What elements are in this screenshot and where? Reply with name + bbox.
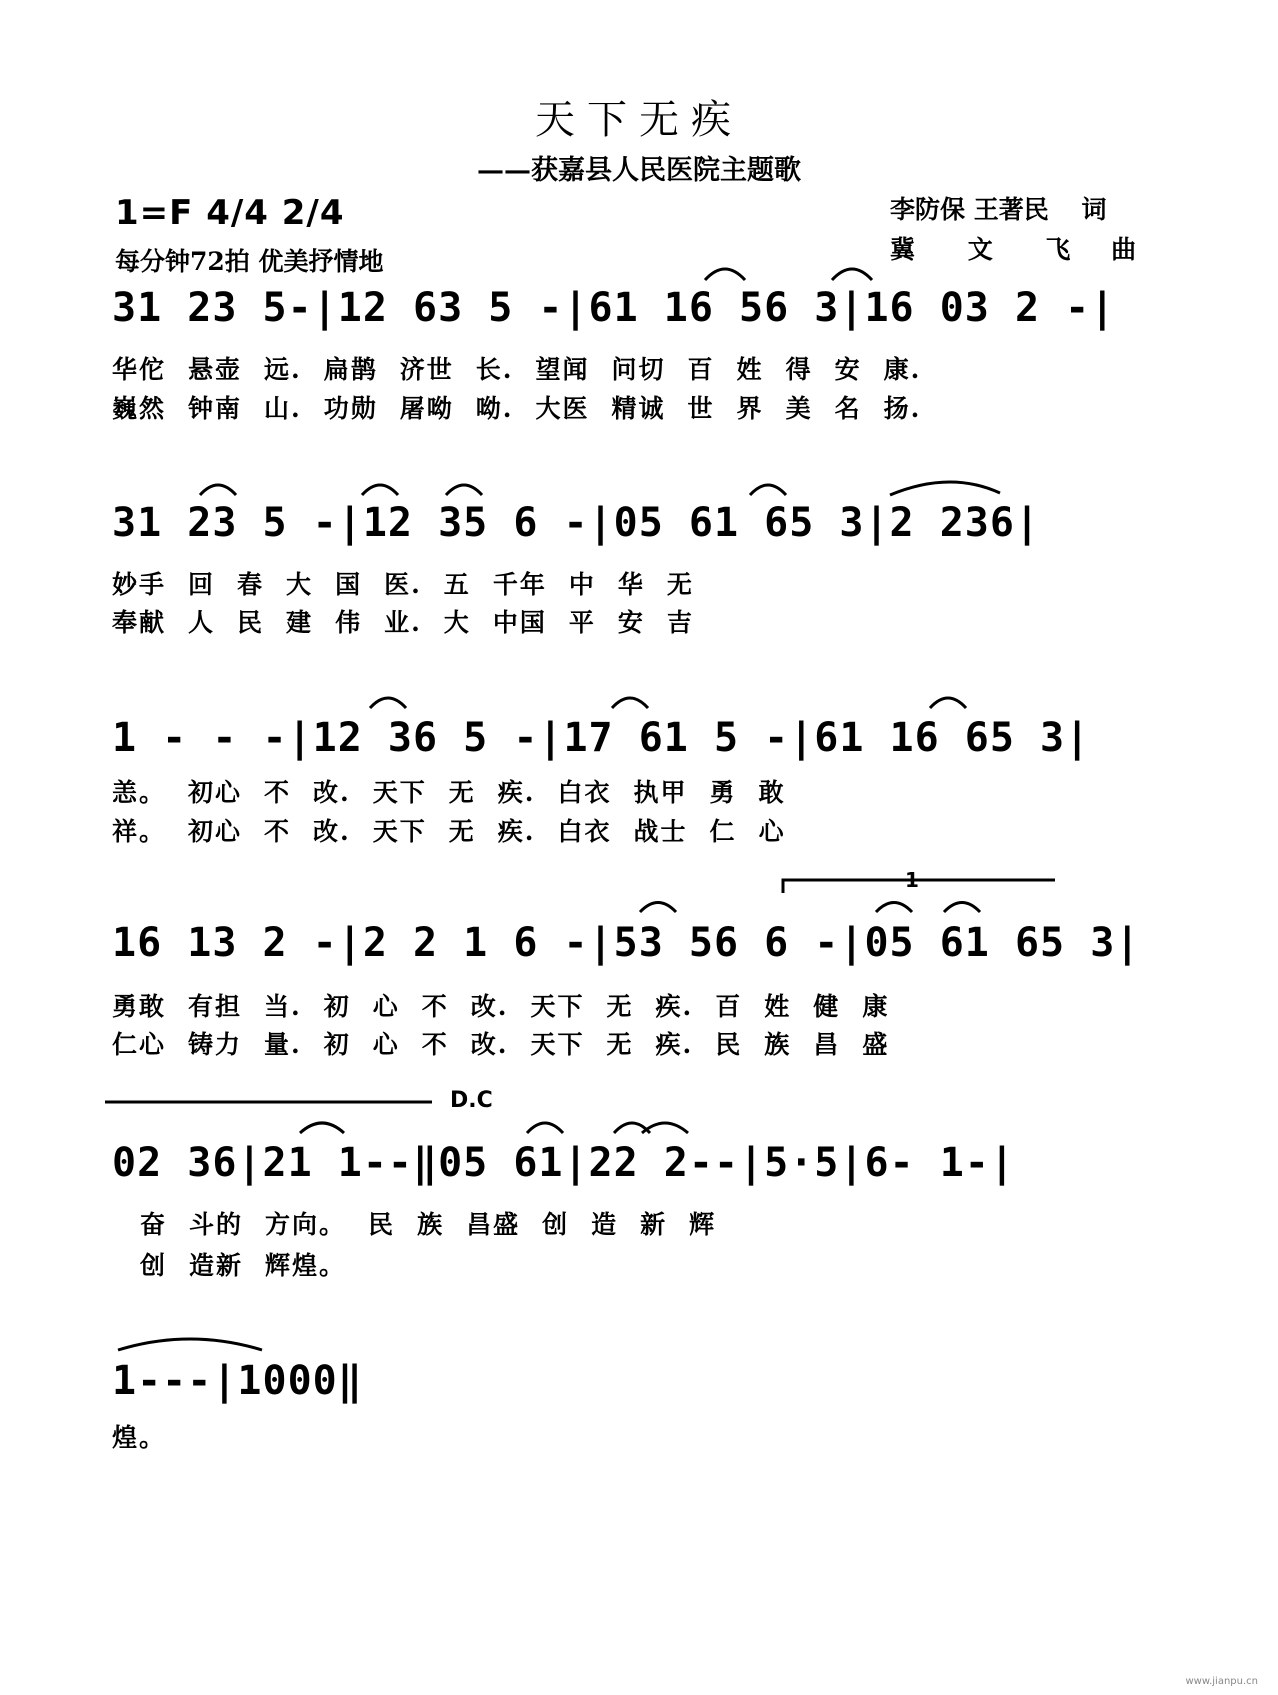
lyric-word: 康. xyxy=(883,355,922,384)
slur-3 xyxy=(200,485,236,495)
volta-bracket xyxy=(783,880,1055,893)
lyric-word: 吉 xyxy=(666,608,694,637)
lyric-word: 民 xyxy=(237,608,265,637)
notation-line-6: 1---|1000‖ xyxy=(112,1358,363,1404)
lyric-word: 大 xyxy=(286,570,314,599)
tie-long xyxy=(890,482,1000,495)
lyric-word: 长. xyxy=(475,355,514,384)
lyric-word: 无 xyxy=(606,992,634,1021)
lyric-word: 屠呦 xyxy=(399,394,454,423)
slur-5 xyxy=(446,485,482,495)
lyric-word: 族 xyxy=(417,1210,445,1239)
lyrics-line-4-verse-1 xyxy=(112,987,911,1023)
notation-line-5: 02 36|21 1--‖05 61|22 2--|5·5|6- 1-| xyxy=(112,1140,1015,1186)
lyric-word: 无 xyxy=(606,1030,634,1059)
lyrics-line-5-verse-2 xyxy=(140,1246,368,1282)
lyric-word: 无 xyxy=(666,570,694,599)
lyric-word: 奉献 xyxy=(112,608,167,637)
lyric-word: 恙。 xyxy=(112,778,167,807)
lyric-word: 百 xyxy=(687,355,715,384)
lyric-word: 昌盛 xyxy=(466,1210,521,1239)
lyric-word: 盛 xyxy=(862,1030,890,1059)
lyric-word: 量. xyxy=(264,1030,302,1059)
lyric-word: 勇 xyxy=(709,778,737,807)
song-title: 天下无疾 xyxy=(535,97,743,143)
notation-line-2: 31 23 5 -|12 35 6 -|05 61 65 3|2 236| xyxy=(112,500,1041,546)
lyric-word: 望闻 xyxy=(535,355,590,384)
lyric-word: 春 xyxy=(237,570,265,599)
lyric-word: 祥。 xyxy=(112,817,167,846)
lyric-word: 煌。 xyxy=(112,1423,167,1452)
lyric-word: 康 xyxy=(862,992,890,1021)
lyric-word: 天下 xyxy=(372,817,427,846)
lyric-word: 华 xyxy=(617,570,645,599)
lyric-word: 五 xyxy=(443,570,471,599)
lyricist-credit xyxy=(890,190,1106,226)
lyric-word: 仁 xyxy=(709,817,737,846)
lyric-word: 造 xyxy=(591,1210,619,1239)
lyrics-line-4-verse-2 xyxy=(112,1025,911,1061)
lyric-word: 创 xyxy=(140,1251,168,1280)
lyric-word: 无 xyxy=(448,817,476,846)
lyric-word: 仁心 xyxy=(112,1030,167,1059)
lyric-word: 心 xyxy=(372,992,400,1021)
composer-name: 冀 文 飞 xyxy=(890,235,1093,264)
notation-line-3: 1 - - -|12 36 5 -|17 61 5 -|61 16 65 3| xyxy=(112,715,1091,761)
lyrics-line-2-verse-2 xyxy=(112,603,716,639)
lyric-word: 当. xyxy=(264,992,302,1021)
lyric-word: 造新 xyxy=(189,1251,244,1280)
lyric-word: 扁鹊 xyxy=(323,355,378,384)
lyric-word: 华佗 xyxy=(112,355,167,384)
lyric-word: 执甲 xyxy=(633,778,688,807)
song-subtitle: ——获嘉县人民医院主题歌 xyxy=(477,155,801,186)
lyric-word: 民 xyxy=(368,1210,396,1239)
lyric-word: 扬. xyxy=(883,394,922,423)
slur-11 xyxy=(876,903,912,913)
lyric-word: 铸力 xyxy=(188,1030,243,1059)
lyrics-line-1-verse-1 xyxy=(112,350,943,386)
lyric-word: 大 xyxy=(443,608,471,637)
lyric-word: 平 xyxy=(568,608,596,637)
lyricist-role: 词 xyxy=(1081,195,1107,224)
notation-line-1: 31 23 5-|12 63 5 -|61 16 56 3|16 03 2 -| xyxy=(112,285,1116,331)
lyric-word: 国 xyxy=(335,570,363,599)
lyric-word: 名 xyxy=(834,394,862,423)
composer-role: 曲 xyxy=(1111,235,1137,264)
lyric-word: 问切 xyxy=(611,355,666,384)
lyric-word: 疾. xyxy=(497,817,536,846)
lyric-word: 疾. xyxy=(655,992,694,1021)
slur-12 xyxy=(944,903,980,913)
lyrics-line-6-verse-1 xyxy=(112,1418,188,1454)
lyric-word: 世 xyxy=(687,394,715,423)
lyric-word: 界 xyxy=(736,394,764,423)
lyric-word: 新 xyxy=(640,1210,668,1239)
lyric-word: 敢 xyxy=(758,778,786,807)
lyric-word: 初心 xyxy=(188,817,243,846)
lyric-word: 山. xyxy=(264,394,302,423)
lyrics-line-3-verse-2 xyxy=(112,812,808,848)
lyric-word: 人 xyxy=(188,608,216,637)
volta-number: 1 xyxy=(905,868,919,892)
lyric-word: 得 xyxy=(785,355,813,384)
lyric-word: 改. xyxy=(470,1030,509,1059)
lyric-word: 大医 xyxy=(535,394,590,423)
lyric-word: 呦. xyxy=(475,394,514,423)
lyric-word: 中国 xyxy=(492,608,547,637)
lyric-word: 悬壶 xyxy=(188,355,243,384)
lyric-word: 有担 xyxy=(188,992,243,1021)
lyric-word: 心 xyxy=(372,1030,400,1059)
lyric-word: 天下 xyxy=(372,778,427,807)
lyric-word: 斗的 xyxy=(189,1210,244,1239)
composer-credit xyxy=(890,230,1136,266)
lyric-word: 无 xyxy=(448,778,476,807)
lyric-word: 初 xyxy=(323,992,351,1021)
slur-16 xyxy=(642,1123,688,1133)
lyrics-line-2-verse-1 xyxy=(112,565,716,601)
lyric-word: 精诚 xyxy=(611,394,666,423)
lyric-word: 中 xyxy=(568,570,596,599)
slur-1 xyxy=(705,269,745,280)
slur-14 xyxy=(527,1123,563,1133)
lyric-word: 钟南 xyxy=(188,394,243,423)
lyrics-line-1-verse-2 xyxy=(112,389,943,425)
lyric-word: 方向。 xyxy=(265,1210,347,1239)
slur-4 xyxy=(362,485,398,495)
lyric-word: 昌 xyxy=(813,1030,841,1059)
dc-mark: D.C xyxy=(450,1088,493,1113)
lyric-word: 改. xyxy=(313,817,351,846)
lyric-word: 伟 xyxy=(335,608,363,637)
lyricist-names: 李防保 王著民 xyxy=(890,195,1049,224)
lyric-word: 巍然 xyxy=(112,394,167,423)
lyric-word: 白衣 xyxy=(557,778,612,807)
slur-15 xyxy=(614,1123,650,1133)
lyric-word: 初 xyxy=(323,1030,351,1059)
tempo-marking: 每分钟72拍 优美抒情地 xyxy=(115,247,384,276)
lyric-word: 辉煌。 xyxy=(265,1251,347,1280)
lyric-word: 辉 xyxy=(689,1210,717,1239)
lyric-word: 改. xyxy=(313,778,351,807)
lyric-word: 业. xyxy=(384,608,422,637)
lyric-word: 不 xyxy=(264,817,292,846)
lyric-word: 天下 xyxy=(530,1030,585,1059)
lyric-word: 百 xyxy=(715,992,743,1021)
slur-13 xyxy=(300,1123,344,1133)
lyric-word: 回 xyxy=(188,570,216,599)
lyric-word: 医. xyxy=(384,570,422,599)
lyric-word: 妙手 xyxy=(112,570,167,599)
slur-9 xyxy=(930,698,966,708)
slur-2 xyxy=(832,269,872,280)
lyric-word: 安 xyxy=(617,608,645,637)
lyric-word: 民 xyxy=(715,1030,743,1059)
lyric-word: 初心 xyxy=(188,778,243,807)
lyric-word: 济世 xyxy=(399,355,454,384)
lyric-word: 勇敢 xyxy=(112,992,167,1021)
lyric-word: 心 xyxy=(758,817,786,846)
notation-line-4: 16 13 2 -|2 2 1 6 -|53 56 6 -|05 61 65 3| xyxy=(112,920,1141,966)
lyric-word: 姓 xyxy=(764,992,792,1021)
lyric-word: 功勋 xyxy=(323,394,378,423)
watermark-footer: www.jianpu.cn xyxy=(1185,1676,1258,1687)
lyric-word: 奋 xyxy=(140,1210,168,1239)
lyric-word: 建 xyxy=(286,608,314,637)
lyric-word: 不 xyxy=(421,1030,449,1059)
lyrics-line-5-verse-1 xyxy=(140,1205,738,1241)
lyric-word: 千年 xyxy=(492,570,547,599)
lyric-word: 战士 xyxy=(633,817,688,846)
lyric-word: 不 xyxy=(421,992,449,1021)
tie-final xyxy=(118,1339,262,1350)
slur-6 xyxy=(750,485,786,495)
slur-7 xyxy=(370,698,406,708)
lyric-word: 族 xyxy=(764,1030,792,1059)
lyrics-line-3-verse-1 xyxy=(112,773,808,809)
lyric-word: 疾. xyxy=(655,1030,694,1059)
lyric-word: 白衣 xyxy=(557,817,612,846)
lyric-word: 姓 xyxy=(736,355,764,384)
lyric-word: 健 xyxy=(813,992,841,1021)
lyric-word: 疾. xyxy=(497,778,536,807)
lyric-word: 创 xyxy=(542,1210,570,1239)
lyric-word: 安 xyxy=(834,355,862,384)
key-signature: 1=F 4/4 2/4 xyxy=(115,193,345,233)
slur-8 xyxy=(612,698,648,708)
lyric-word: 美 xyxy=(785,394,813,423)
lyric-word: 远. xyxy=(264,355,302,384)
lyric-word: 天下 xyxy=(530,992,585,1021)
slur-10 xyxy=(640,903,676,913)
lyric-word: 不 xyxy=(264,778,292,807)
lyric-word: 改. xyxy=(470,992,509,1021)
